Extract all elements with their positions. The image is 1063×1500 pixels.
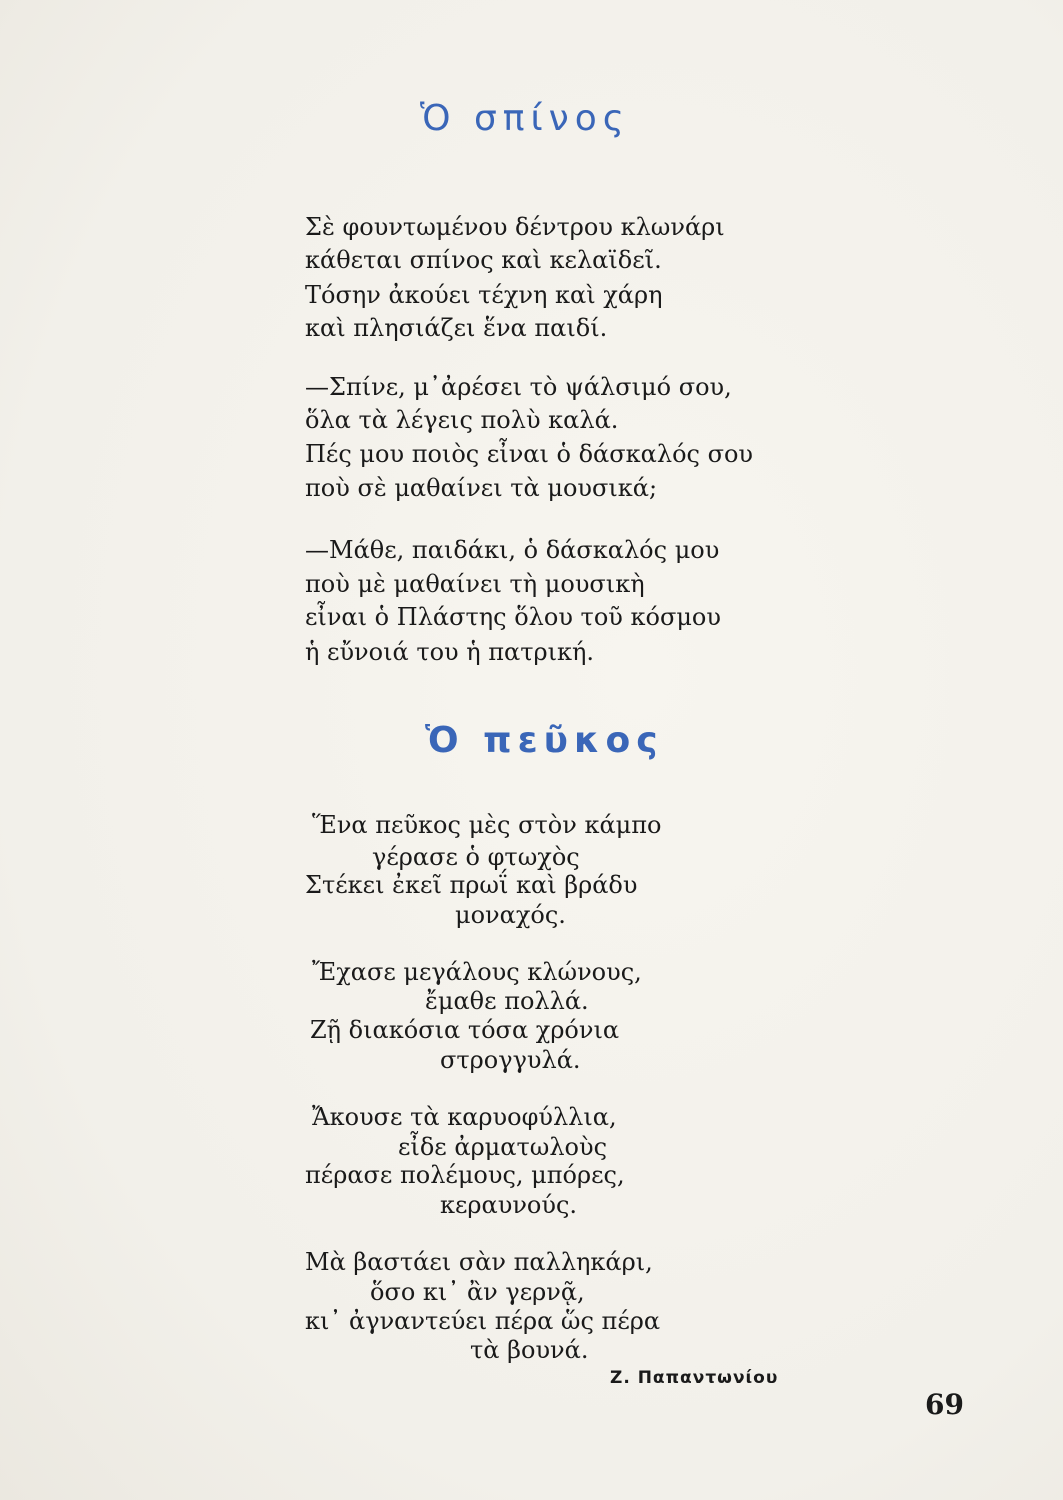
poem2-line: εἶδε ἀρματωλοὺς bbox=[398, 1133, 608, 1161]
poem1-line: Τόσην ἀκούει τέχνη καὶ χάρη bbox=[305, 281, 663, 309]
poem2-line: κι᾿ ἀγναντεύει πέρα ὥς πέρα bbox=[305, 1307, 661, 1335]
poem1-line: Σὲ φουντωμένου δέντρου κλωνάρι bbox=[305, 213, 725, 241]
poem2-line: Μὰ βαστάει σὰν παλληκάρι, bbox=[305, 1248, 653, 1276]
poem2-line: γέρασε ὁ φτωχὸς bbox=[372, 843, 580, 871]
poem1-line: καὶ πλησιάζει ἕνα παιδί. bbox=[305, 314, 608, 342]
poem2-line: κεραυνούς. bbox=[440, 1191, 578, 1219]
poem2-line: ἔμαθε πολλά. bbox=[425, 987, 589, 1015]
poem2-line: Ἔχασε μεγάλους κλώνους, bbox=[312, 958, 642, 986]
poem1-line: εἶναι ὁ Πλάστης ὅλου τοῦ κόσμου bbox=[305, 603, 721, 631]
poem1-line: ποὺ μὲ μαθαίνει τὴ μουσικὴ bbox=[305, 570, 645, 598]
poem2-line: Ζῇ διακόσια τόσα χρόνια bbox=[310, 1016, 620, 1044]
poem1-line: ὅλα τὰ λέγεις πολὺ καλά. bbox=[305, 406, 619, 434]
poem2-line: Ἄκουσε τὰ καρυοφύλλια, bbox=[312, 1103, 617, 1131]
poem1-line: ποὺ σὲ μαθαίνει τὰ μουσικά; bbox=[305, 474, 658, 502]
poem1-line: ἡ εὔνοιά του ἡ πατρική. bbox=[305, 638, 595, 666]
poem-title-pefkos: Ὁ πεῦκος bbox=[425, 720, 664, 761]
page-number: 69 bbox=[925, 1388, 964, 1421]
poem-author: Ζ. Παπαντωνίου bbox=[610, 1368, 779, 1388]
poem1-line: κάθεται σπίνος καὶ κελαϊδεῖ. bbox=[305, 246, 662, 274]
poem2-line: Ἕνα πεῦκος μὲς στὸν κάμπο bbox=[312, 811, 662, 839]
poem1-line: —Σπίνε, μ᾿ἀρέσει τὸ ψάλσιμό σου, bbox=[305, 373, 732, 401]
poem-title-spinos: Ὁ σπίνος bbox=[420, 98, 630, 139]
poem2-line: πέρασε πολέμους, μπόρες, bbox=[305, 1161, 625, 1189]
poem1-line: Πές μου ποιὸς εἶναι ὁ δάσκαλός σου bbox=[305, 440, 754, 468]
poem2-line: στρογγυλά. bbox=[440, 1046, 581, 1074]
poem2-line: Στέκει ἐκεῖ πρωΐ καὶ βράδυ bbox=[305, 871, 638, 899]
poem2-line: τὰ βουνά. bbox=[470, 1336, 589, 1364]
poem2-line: μοναχός. bbox=[455, 901, 566, 929]
poem2-line: ὅσο κι᾿ ἂν γερνᾷ, bbox=[370, 1278, 585, 1306]
poem1-line: —Μάθε, παιδάκι, ὁ δάσκαλός μου bbox=[305, 536, 720, 564]
